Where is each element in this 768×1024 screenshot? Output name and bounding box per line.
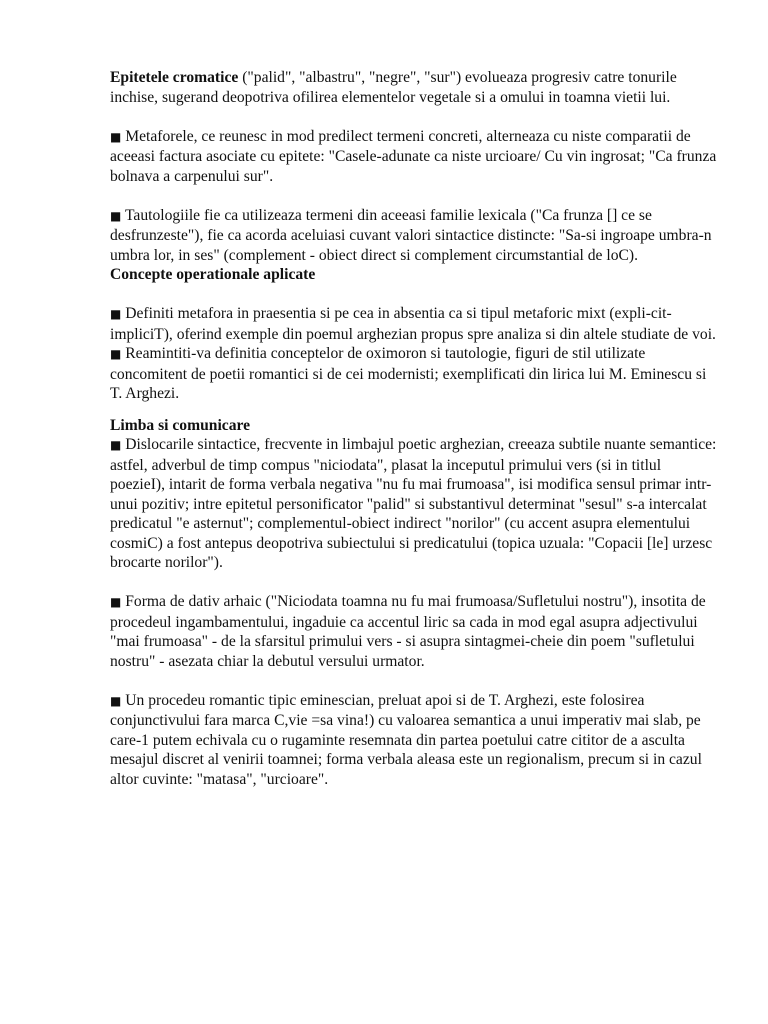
spacer xyxy=(110,186,718,206)
paragraph-tautologiile xyxy=(110,206,718,266)
paragraph-definiti-metafora xyxy=(110,304,718,344)
paragraph-procedeu-romantic-text: Un procedeu romantic tipic eminescian, preluat apoi si de T. Arghezi, este folosirea conjunctivului fara marca C,vie =sa vina!) cu valoarea semantica a unui imperativ mai slab, pe care-1 putem echivala cu o rugaminte resemnata din partea poetului catre cititor de a asculta mesajul discret al venirii toamnei; forma verbala aleasa este un regionalism, precum si in cazul altor cuvinte: "matasa", "urcioare". xyxy=(110,691,702,788)
paragraph-dativ-arhaic xyxy=(110,592,718,671)
spacer xyxy=(110,573,718,593)
spacer xyxy=(110,671,718,691)
paragraph-definiti-metafora-text: Definiti metafora in praesentia si pe cea in absentia ca si tipul metaforic mixt (expli-cit-impliciT), oferind exemple din poemul arghezian propus spre analiza si din altele studiate de voi. xyxy=(110,305,716,343)
spacer xyxy=(110,404,718,416)
term-epitete-cromatice: Epitetele cromatice xyxy=(110,69,239,86)
bullet-square-icon: ■ xyxy=(110,595,122,609)
paragraph-metaforele xyxy=(110,127,718,187)
bullet-square-icon: ■ xyxy=(110,693,122,708)
bullet-square-icon: ■ xyxy=(110,307,122,321)
heading-concepte-operationale: Concepte operationale aplicate xyxy=(110,266,316,283)
bullet-square-icon: ■ xyxy=(110,208,122,223)
paragraph-reamintiti-text: Reamintiti-va definitia conceptelor de oximoron si tautologie, figuri de stil utilizate concomitent de poetii romantici si de cei modernisti; exemplificati din lirica lui M. Eminescu si T. Arghezi. xyxy=(110,345,707,402)
bullet-square-icon: ■ xyxy=(110,438,122,452)
bullet-square-icon: ■ xyxy=(110,347,122,361)
paragraph-procedeu-romantic xyxy=(110,691,718,790)
spacer xyxy=(110,285,718,305)
paragraph-tautologiile-text: Tautologiile fie ca utilizeaza termeni din aceeasi familie lexicala ("Ca frunza [] ce se desfrunzeste"), fie ca acorda aceluiasi cuvant valori sintactice distincte: "Sa-si ingroape umbra-n umbra lor, in ses" (complement - obiect direct si complement circumstantial de loC). xyxy=(110,206,712,264)
paragraph-reamintiti xyxy=(110,344,718,404)
paragraph-dativ-arhaic-text: Forma de dativ arhaic ("Niciodata toamna nu fu mai frumoasa/Sufletului nostru"), insotita de procedeul ingambamentului, ingaduie ca accentul liric sa cada in mod egal asupra adjectivului "mai frumoasa" - de la sfarsitul primului vers - si asupra sintagmei-cheie din poem "sufletului nostru" - asezata chiar la debutul versului urmator. xyxy=(110,593,706,670)
heading-limba-si-comunicare: Limba si comunicare xyxy=(110,416,251,434)
paragraph-dislocarile xyxy=(110,435,718,573)
paragraph-dislocarile-text: Dislocarile sintactice, frecvente in limbajul poetic arghezian, creeaza subtile nuante semantice: astfel, adverbul de timp compus "niciodata", plasat la inceputul primului vers (si in titlul poezieI), intarit de forma verbala negativa "nu fu mai frumoasa", isi modifica sensul primar intr-unui pozitiv; intre epitetul personificator "palid" si substantivul determinat "sesul" s-a intercalat predicatul "e asternut"; complementul-obiect indirect "norilor" (cu accent asupra elementului cosmiC) a fost antepus deopotriva subiectului si predicatului (topica uzuala: "Copacii [le] urzesc brocarte norilor"). xyxy=(110,436,717,571)
bullet-square-icon: ■ xyxy=(110,129,122,144)
spacer xyxy=(110,107,718,127)
paragraph-epitete-text: ("palid", "albastru", "negre", "sur") evolueaza progresiv catre tonurile inchise, sugerand deopotriva ofilirea elementelor vegetale si a omului in toamna vietii lui. xyxy=(110,69,677,106)
paragraph-epitete xyxy=(110,68,718,107)
document-page xyxy=(110,68,718,789)
paragraph-metaforele-text: Metaforele, ce reunesc in mod predilect termeni concreti, alterneaza cu niste comparatii de aceeasi factura asociate cu epitete: "Casele-adunate ca niste urcioare/ Cu vin ingrosat; "Ca frunza bolnava a carpenului sur". xyxy=(110,127,717,185)
